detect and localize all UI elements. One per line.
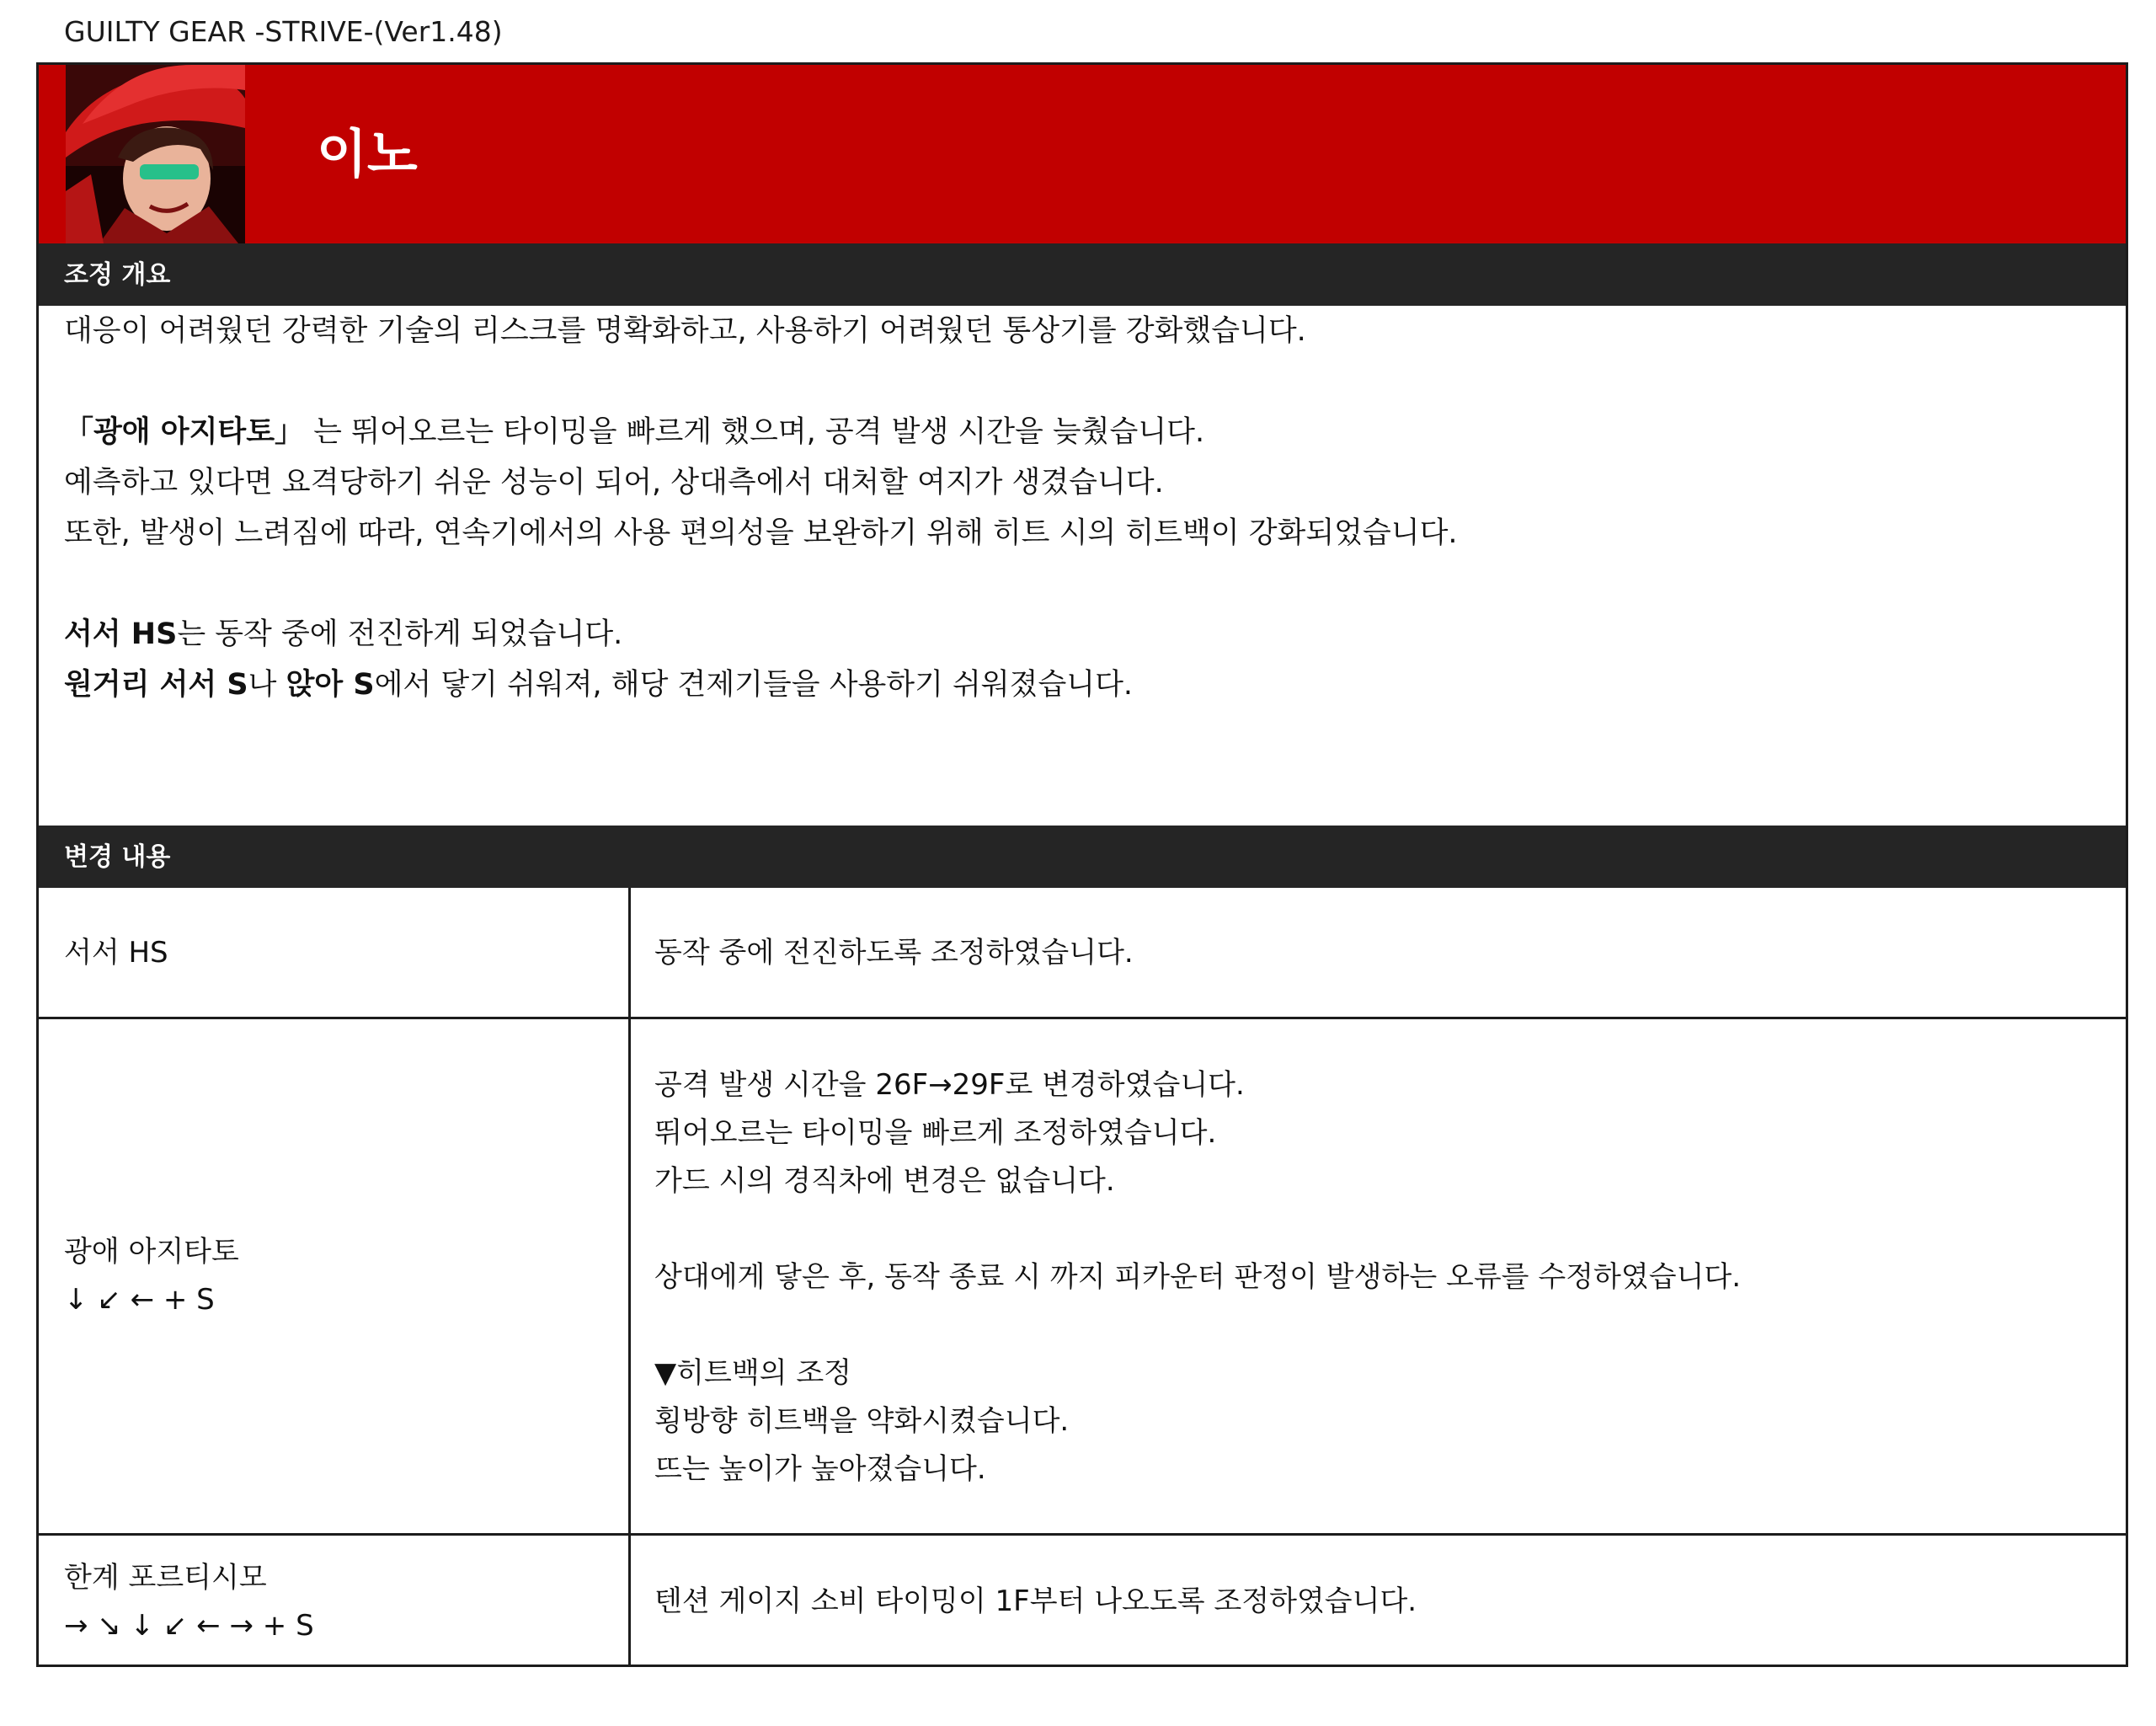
patch-note-card [36,62,2128,1667]
move-name: 앉아 S [286,668,375,702]
move-name: 원거리 서서 S [64,668,248,702]
note-line: 뜨는 높이가 높아졌습니다. [654,1452,986,1486]
move-name: 광애 아지타토 [64,1235,239,1269]
move-cell [64,1554,314,1650]
summary-line [64,609,2085,660]
character-name: 이노 [317,123,418,184]
note-line: 상대에게 닿은 후, 동작 종료 시 까지 피카운터 판정이 발생하는 오류를 수정하였습니다. [654,1260,1742,1294]
summary-heading-bar [39,243,2126,306]
note-line: 텐션 게이지 소비 타이밍이 1F부터 나오도록 조정하였습니다. [654,1584,1417,1618]
move-cell [64,929,168,977]
notes-cell [654,929,1134,977]
note-line: 횡방향 히트백을 약화시켰습니다. [654,1404,1070,1438]
notes-cell [654,1578,1417,1626]
summary-heading: 조정 개요 [64,260,171,290]
character-portrait [66,65,245,243]
move-cell [64,1228,239,1324]
note-line: 가드 시의 경직차에 변경은 없습니다. [654,1164,1115,1198]
summary-line: 대응이 어려웠던 강력한 기술의 리스크를 명확화하고, 사용하기 어려웠던 통상기를 강화했습니다. [64,314,1306,348]
summary-body [64,306,2085,710]
summary-line: 예측하고 있다면 요격당하기 쉬운 성능이 되어, 상대측에서 대처할 여지가 생겼습니다. [64,466,1164,500]
table-row [39,1533,2126,1667]
character-header [39,65,2126,243]
table-row [39,888,2126,1019]
changes-heading: 변경 내용 [64,842,171,872]
move-input: ↓ ↙ ← + S [64,1283,215,1317]
move-name: 서서 HS [64,617,178,651]
summary-text: 나 [248,668,286,702]
summary-line [64,407,2085,457]
note-line: 동작 중에 전진하도록 조정하였습니다. [654,936,1134,970]
summary-text: 에서 닿기 쉬워져, 해당 견제기들을 사용하기 쉬워졌습니다. [374,668,1134,702]
move-input: → ↘ ↓ ↙ ← → + S [64,1609,314,1643]
table-row [39,1017,2126,1536]
changes-table [39,888,2126,1667]
column-divider [628,888,631,1019]
column-divider [628,1536,631,1667]
move-name: 한계 포르티시모 [64,1561,267,1595]
note-line: 공격 발생 시간을 26F→29F로 변경하였습니다. [654,1068,1245,1102]
summary-text: 는 뛰어오르는 타이밍을 빠르게 했으며, 공격 발생 시간을 늦췄습니다. [304,415,1205,449]
changes-heading-bar [39,826,2126,888]
move-name: 「광애 아지타토」 [64,415,305,449]
notes-cell [654,1061,1741,1494]
note-line: ▼히트백의 조정 [654,1356,852,1390]
summary-text: 는 동작 중에 전진하게 되었습니다. [177,617,623,651]
note-line: 뛰어오르는 타이밍을 빠르게 조정하였습니다. [654,1116,1217,1150]
character-portrait-image [66,65,245,243]
summary-line: 또한, 발생이 느려짐에 따라, 연속기에서의 사용 편의성을 보완하기 위해 히트 시의 히트백이 강화되었습니다. [64,516,1458,550]
summary-line [64,660,2085,710]
move-name: 서서 HS [64,936,168,970]
game-version-title: GUILTY GEAR -STRIVE-(Ver1.48) [64,15,503,48]
column-divider [628,1019,631,1536]
